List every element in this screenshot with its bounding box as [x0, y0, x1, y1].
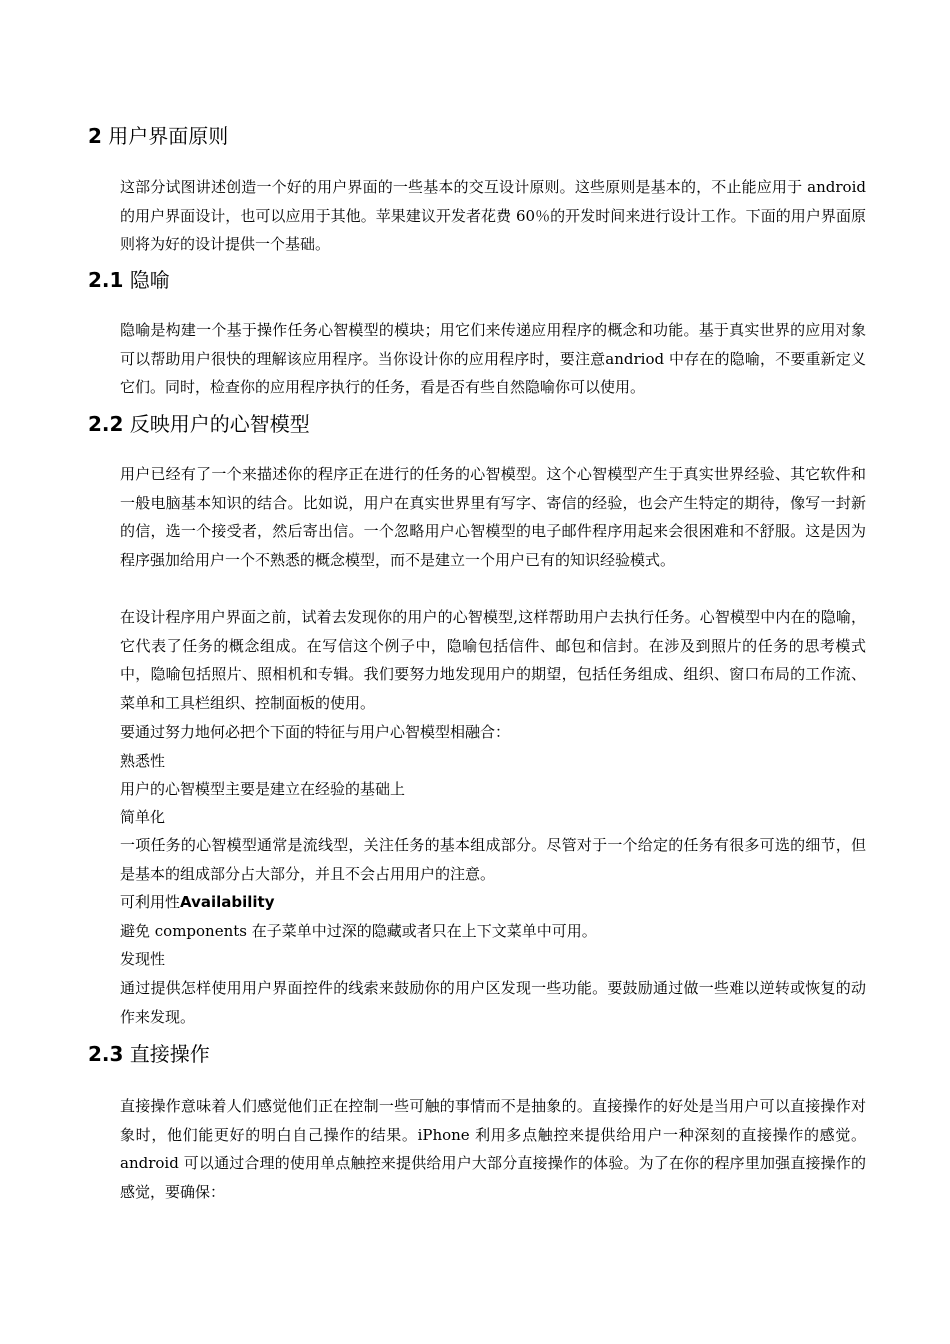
section-number: 2.3: [88, 1042, 124, 1066]
section-title: 隐喻: [129, 268, 170, 292]
section-title: 反映用户的心智模型: [129, 412, 310, 436]
section-2-intro: 这部分试图讲述创造一个好的用户界面的一些基本的交互设计原则。这些原则是基本的，不止能应用于 android 的用户界面设计，也可以应用于其他。苹果建议开发者花费 60％的开发时间来进行设计工作。下面的用户界面原则将为好的设计提供一个基础。: [120, 178, 866, 253]
familiarity-term: 熟悉性: [120, 752, 166, 770]
section-2-3-body: 直接操作意味着人们感觉他们正在控制一些可触的事情而不是抽象的。直接操作的好处是当用户可以直接操作对象时，他们能更好的明白自己操作的结果。iPhone 利用多点触控来提供给用户一种深刻的直接操作的感觉。android 可以通过合理的使用单点触控来提供给用户大部分直接操作的体验。为了在你的程序里加强直接操作的感觉，要确保：: [120, 1097, 866, 1201]
section-title: 用户界面原则: [108, 124, 229, 148]
section-heading-2-2: [88, 410, 310, 438]
section-number: 2.1: [88, 268, 124, 292]
familiarity-desc: 用户的心智模型主要是建立在经验的基础上: [120, 780, 406, 798]
discoverability-desc: 通过提供怎样使用用户界面控件的线索来鼓励你的用户区发现一些功能。要鼓励通过做一些难以逆转或恢复的动作来发现。: [120, 979, 866, 1026]
simplicity-term: 简单化: [120, 808, 166, 826]
availability-term-cn: 可利用性: [120, 893, 181, 911]
section-2-2-para1: 用户已经有了一个来描述你的程序正在进行的任务的心智模型。这个心智模型产生于真实世界经验、其它软件和一般电脑基本知识的结合。比如说，用户在真实世界里有写字、寄信的经验，也会产生特定的期待，像写一封新的信，选一个接受者，然后寄出信。一个忽略用户心智模型的电子邮件程序用起来会很困难和不舒服。这是因为程序强加给用户一个不熟悉的概念模型，而不是建立一个用户已有的知识经验模式。: [120, 465, 866, 569]
availability-term: [120, 888, 275, 916]
discoverability-term: 发现性: [120, 950, 166, 968]
section-number: 2.2: [88, 412, 124, 436]
section-heading-2-3: [88, 1040, 210, 1068]
availability-term-en: Availability: [180, 893, 275, 911]
section-title: 直接操作: [129, 1042, 210, 1066]
availability-desc: 避免 components 在子菜单中过深的隐藏或者只在上下文菜单中可用。: [120, 922, 597, 940]
section-number: 2: [88, 124, 102, 148]
section-2-2-lead: 要通过努力地何必把个下面的特征与用户心智模型相融合：: [120, 723, 511, 741]
section-heading-2-1: [88, 266, 170, 294]
section-heading-2: [88, 122, 228, 150]
section-2-2-para2: 在设计程序用户界面之前，试着去发现你的用户的心智模型,这样帮助用户去执行任务。心智模型中内在的隐喻，它代表了任务的概念组成。在写信这个例子中，隐喻包括信件、邮包和信封。在涉及到照片的任务的思考模式中，隐喻包括照片、照相机和专辑。我们要努力地发现用户的期望，包括任务组成、组织、窗口布局的工作流、菜单和工具栏组织、控制面板的使用。: [120, 608, 866, 712]
simplicity-desc: 一项任务的心智模型通常是流线型，关注任务的基本组成部分。尽管对于一个给定的任务有很多可选的细节，但是基本的组成部分占大部分，并且不会占用用户的注意。: [120, 836, 866, 883]
section-2-1-body: 隐喻是构建一个基于操作任务心智模型的模块；用它们来传递应用程序的概念和功能。基于真实世界的应用对象可以帮助用户很快的理解该应用程序。当你设计你的应用程序时，要注意andriod 中存在的隐喻，不要重新定义它们。同时，检查你的应用程序执行的任务，看是否有些自然隐喻你可以使用。: [120, 321, 866, 396]
